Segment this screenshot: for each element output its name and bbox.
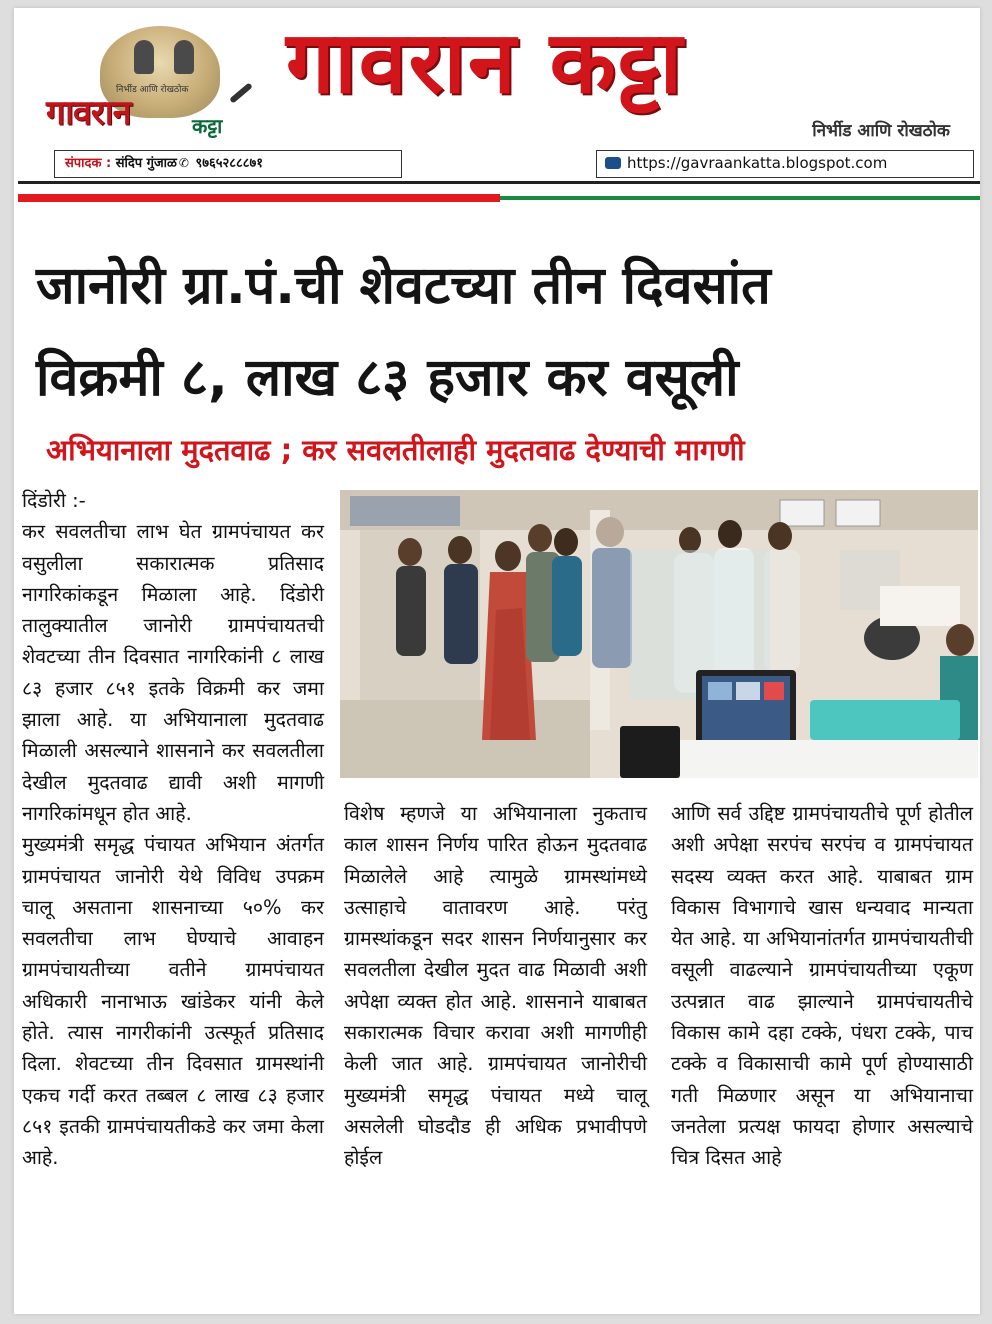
color-band-green [500,196,980,200]
dateline: दिंडोरी :- [22,489,86,512]
article-photo [340,490,978,778]
masthead-divider [18,181,980,184]
article-column-1 [22,485,324,1174]
globe-icon [605,157,621,169]
logo-word-gavran: गावरान [46,93,131,133]
logo-figure-right [174,40,194,74]
article-column-3: आणि सर्व उद्दिष्ट ग्रामपंचायतीचे पूर्ण होतील अशी अपेक्षा सरपंच सरपंच व ग्रामपंचायत सदस्य व्यक्त करत आहे. याबाबत ग्राम विकास विभागाचे खास धन्यवाद मान्यता येत आहे. या अभियानांतर्गत ग्रामपंचायतीची वसूली वाढल्याने ग्रामपंचायतीच्या एकूण उत्पन्नात वाढ झाल्याने ग्रामपंचायतीचे विकास कामे दहा टक्के, पंधरा टक्के, पाच टक्के व विकासाची कामे पूर्ण होण्यासाठी गती मिळणार असून या अभियानाचा जनतेला प्रत्यक्ष फायदा होणार असल्याचे चित्र दिसत आहे [671,802,973,1170]
article-column-2: विशेष म्हणजे या अभियानाला नुकताच काल शासन निर्णय पारित होऊन मुदतवाढ मिळालेले आहे त्यामुळे ग्रामस्थांमध्ये उत्साहाचे वातावरण आहे. परंतु ग्रामस्थांकडून सदर शासन निर्णयानुसार कर सवलतीला देखील मुदत वाढ मिळावी अशी अपेक्षा व्यक्त होत आहे. शासनाने याबाबत सकारात्मक विचार करावा अशी मागणीही केली जात आहे. ग्रामपंचायत जानोरीची मुख्यमंत्री समृद्ध पंचायत मध्ये चालू असलेली घोडदौड ही अधिक प्रभावीपणे होईल [344,802,647,1170]
office-crowd-photo [340,490,978,778]
headline-line-1: जानोरी ग्रा.पं.ची शेवटच्या तीन दिवसांत [36,256,771,316]
newspaper-page [14,8,980,1314]
logo-figure-left [134,40,154,74]
pen-icon [229,82,253,103]
website-url[interactable]: https://gavraankatta.blogspot.com [627,154,888,172]
headline [36,240,771,424]
phone-icon: ✆ [178,156,189,170]
color-band-red [18,194,500,202]
editor-name: संदिप गुंजाळ [115,156,177,171]
column-1-paragraph-2: मुख्यमंत्री समृद्ध पंचायत अभियान अंतर्गत ग्रामपंचायत जानोरी येथे विविध उपक्रम चालू असताना शासनाच्या ५०% कर सवलतीचा लाभ घेण्याचे आवाहन ग्रामपंचायतीच्या वतीने ग्रामपंचायत अधिकारी नानाभाऊ खांडेकर यांनी केले होते. त्यास नागरीकांनी उत्स्फूर्त प्रतिसाद दिला. शेवटच्या तीन दिवसात ग्रामस्थांनी एकच गर्दी करत तब्बल ८ लाख ८३ हजार ८५१ इतकी ग्रामपंचायतीकडे कर जमा केला आहे. [22,833,324,1170]
masthead-title: गावरान कट्टा [286,12,685,113]
editor-phone: ९७६५२८८८७१ [195,156,264,171]
headline-line-2: विक्रमी ८, लाख ८३ हजार कर वसूली [36,348,739,408]
website-url-box [596,150,974,178]
column-1-paragraph-1: कर सवलतीचा लाभ घेत ग्रामपंचायत कर वसुलीला सकारात्मक प्रतिसाद नागरिकांकडून मिळाला आहे. दिंडोरी तालुक्यातील जानोरी ग्रामपंचायतची शेवटच्या तीन दिवसात नागरिकांनी ८ लाख ८३ हजार ८५१ इतके विक्रमी कर जमा झाला आहे. या अभियानाला मुदतवाढ मिळाली असल्याने शासनाने कर सवलतीला देखील मुदतवाढ द्यावी अशी मागणी नागरिकांमधून होत आहे. [22,520,324,825]
editor-info-box [54,150,402,178]
logo-word-katta: कट्टा [192,114,223,138]
logo-small-tagline: निर्भीड आणि रोखठोक [116,85,189,95]
masthead-logo [42,26,254,146]
masthead-tagline: निर्भीड आणि रोखठोक [812,121,950,141]
subheadline: अभियानाला मुदतवाढ ; कर सवलतीलाही मुदतवाढ देण्याची मागणी [46,433,745,467]
editor-label: संपादक : [65,156,112,171]
